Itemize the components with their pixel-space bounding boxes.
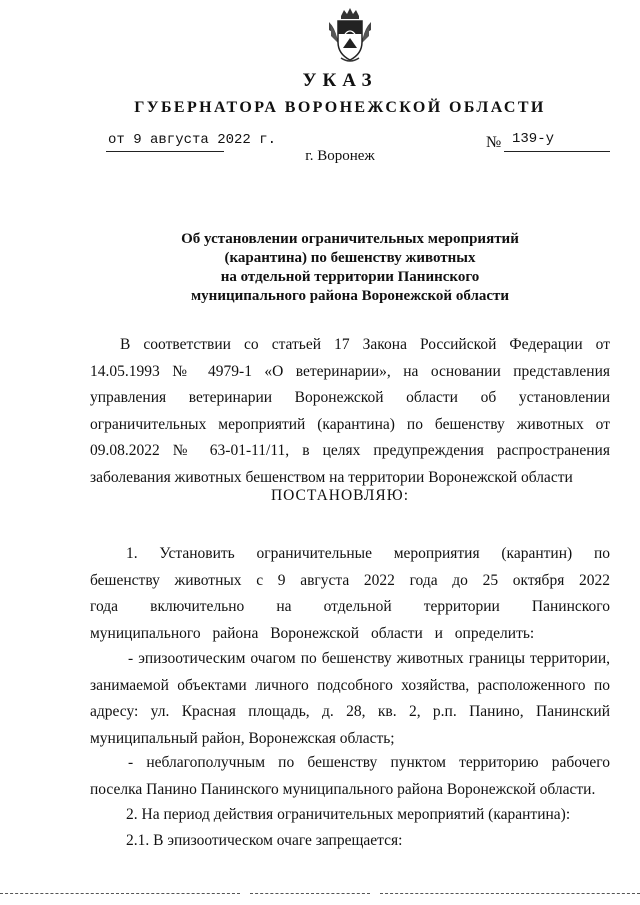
subject-line: (карантина) по бешенству животных bbox=[224, 250, 476, 266]
subject-line: муниципального района Воронежской области bbox=[190, 288, 510, 304]
preamble-paragraph: В соответствии со статьей 17 Закона Российской Федерации от 14.05.1993 № 4979-1 «О ветеринарии», на основании представления управления ветеринарии Воронежской области об установлении ограничительных мероприятий (карантина) по бешенству животных от 09.08.2022 № 63-01-11/11, в целях предупреждения распространения заболевания животных бешенством на территории Воронежской области bbox=[90, 336, 610, 486]
item-1-dash-1: - эпизоотическим очагом по бешенству животных границы территории, занимаемой объектами личного подсобного хозяйства, расположенного по адресу: ул. Красная площадь, д. 28, кв. 2, р.п. Панино, Панинский муниципальный район, Воронежская область; bbox=[90, 650, 610, 747]
coat-of-arms-icon bbox=[327, 8, 373, 64]
document-subject bbox=[160, 230, 540, 306]
document-number: 139-у bbox=[512, 131, 555, 147]
item-1-dash-2: - неблагополучным по бешенству пунктом территорию рабочего поселка Панино Панинского муниципального района Воронежской области. bbox=[90, 754, 610, 798]
document-type-title: УКАЗ bbox=[302, 70, 378, 91]
subject-line: Об установлении ограничительных мероприятий bbox=[181, 231, 519, 247]
issue-date: от 9 августа 2022 г. bbox=[108, 132, 277, 148]
issuer-title: ГУБЕРНАТОРА ВОРОНЕЖСКОЙ ОБЛАСТИ bbox=[134, 99, 546, 116]
subject-line: на отдельной территории Панинского bbox=[220, 269, 480, 285]
number-label: № bbox=[486, 134, 502, 151]
issue-city: г. Воронеж bbox=[305, 148, 375, 164]
item-2-1-paragraph: 2.1. В эпизоотическом очаге запрещается: bbox=[126, 832, 403, 849]
page-bottom-rule bbox=[0, 893, 640, 894]
item-1-paragraph: 1. Установить ограничительные мероприятия (карантин) по бешенству животных с 9 августа 2022 года до 25 октября 2022 года включительно на отдельной территории Панинского муниципального района Воронежской области и определить: bbox=[90, 545, 610, 642]
resolve-heading: ПОСТАНОВЛЯЮ: bbox=[270, 487, 410, 504]
item-2-paragraph: 2. На период действия ограничительных мероприятий (карантина): bbox=[126, 806, 571, 823]
